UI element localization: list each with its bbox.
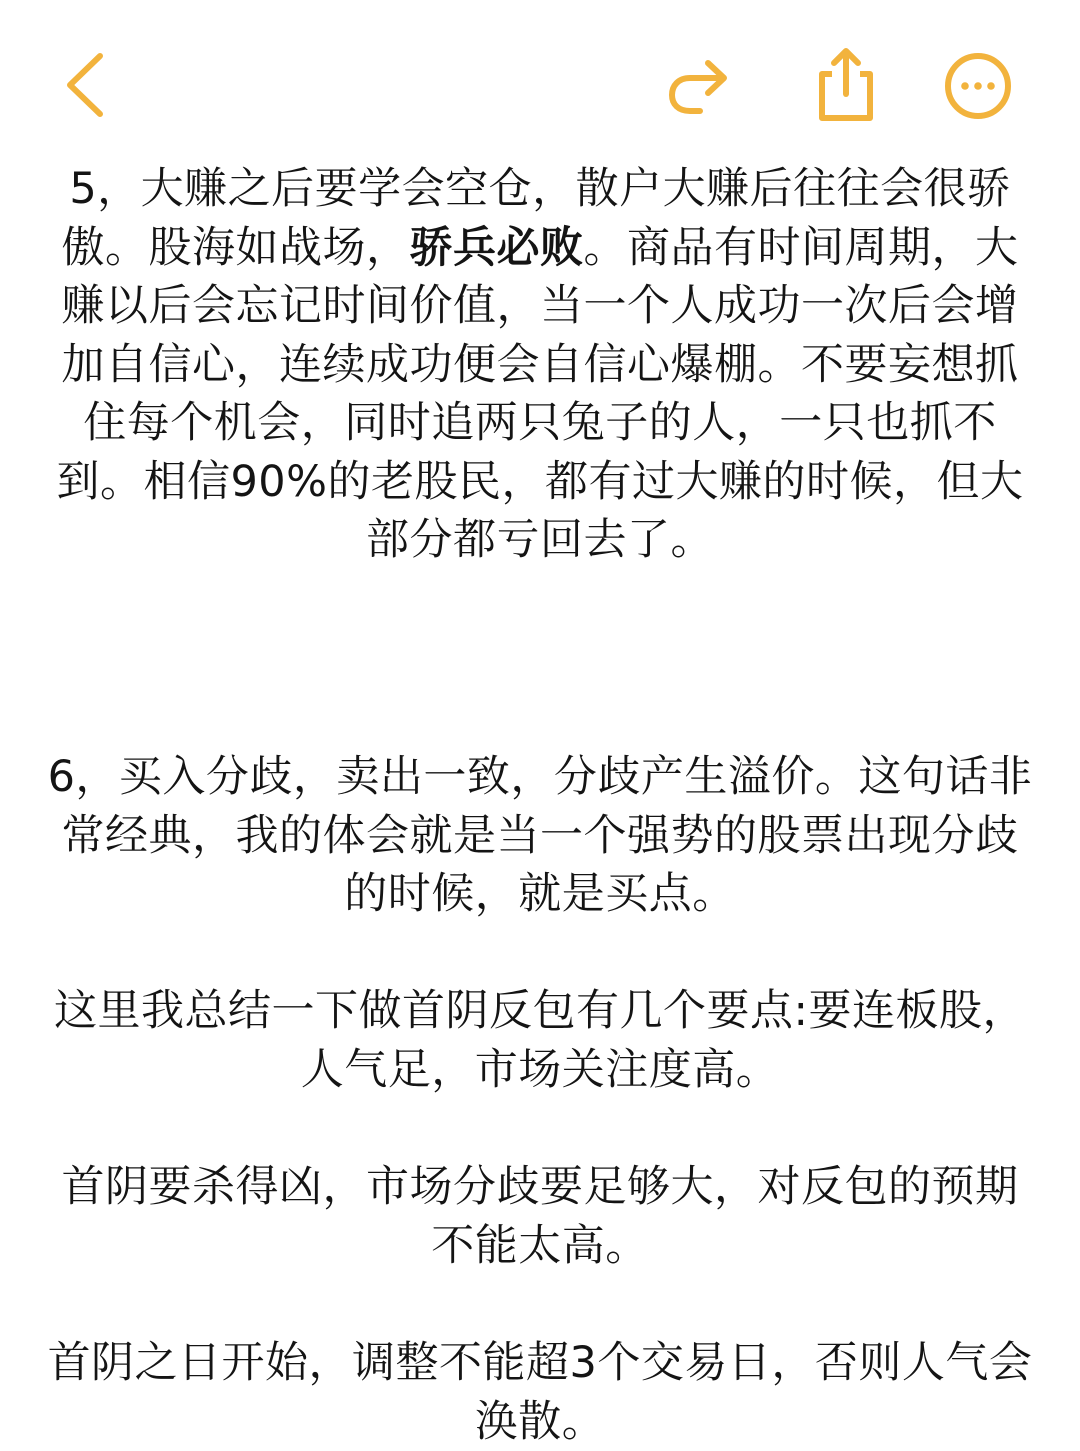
- share-icon: [808, 44, 884, 124]
- more-button[interactable]: [940, 48, 1016, 124]
- note-paragraph-3: 这里我总结一下做首阴反包有几个要点:要连板股，人气足，市场关注度高。: [54, 986, 1026, 1095]
- share-button[interactable]: [808, 44, 884, 124]
- note-paragraph-5: 首阴之日开始，调整不能超3个交易日，否则人气会涣散。: [47, 1338, 1033, 1447]
- bold-phrase: 骄兵必败: [409, 222, 584, 273]
- paragraph-text: 。商品有时间周期，大赚以后会忘记时间价值，当一个人成功一次后会增加自信心，连续成功便会自信心爆棚。不要妄想抓住每个机会，同时追两只兔子的人，一只也抓不到。相信90%的老股民，都有过大赚的时候，但大部分都亏回去了。: [56, 222, 1024, 565]
- more-icon: [940, 48, 1016, 124]
- back-button[interactable]: [56, 50, 116, 120]
- note-paragraph-4: 首阴要杀得凶，市场分歧要足够大，对反包的预期不能太高。: [61, 1162, 1019, 1271]
- note-paragraph-1: [40, 160, 1040, 570]
- redo-button[interactable]: [664, 50, 736, 120]
- note-paragraph-2: 6，买入分歧，卖出一致，分歧产生溢价。这句话非常经典，我的体会就是当一个强势的股票出现分歧的时候，就是买点。: [47, 752, 1033, 919]
- chevron-left-icon: [56, 50, 116, 120]
- paragraph-text: 5，大赚之后要学会空仓，散户大赚后往往会很骄傲。股海如战场，: [61, 164, 1011, 273]
- notes-toolbar: [0, 0, 1080, 160]
- redo-icon: [664, 50, 736, 120]
